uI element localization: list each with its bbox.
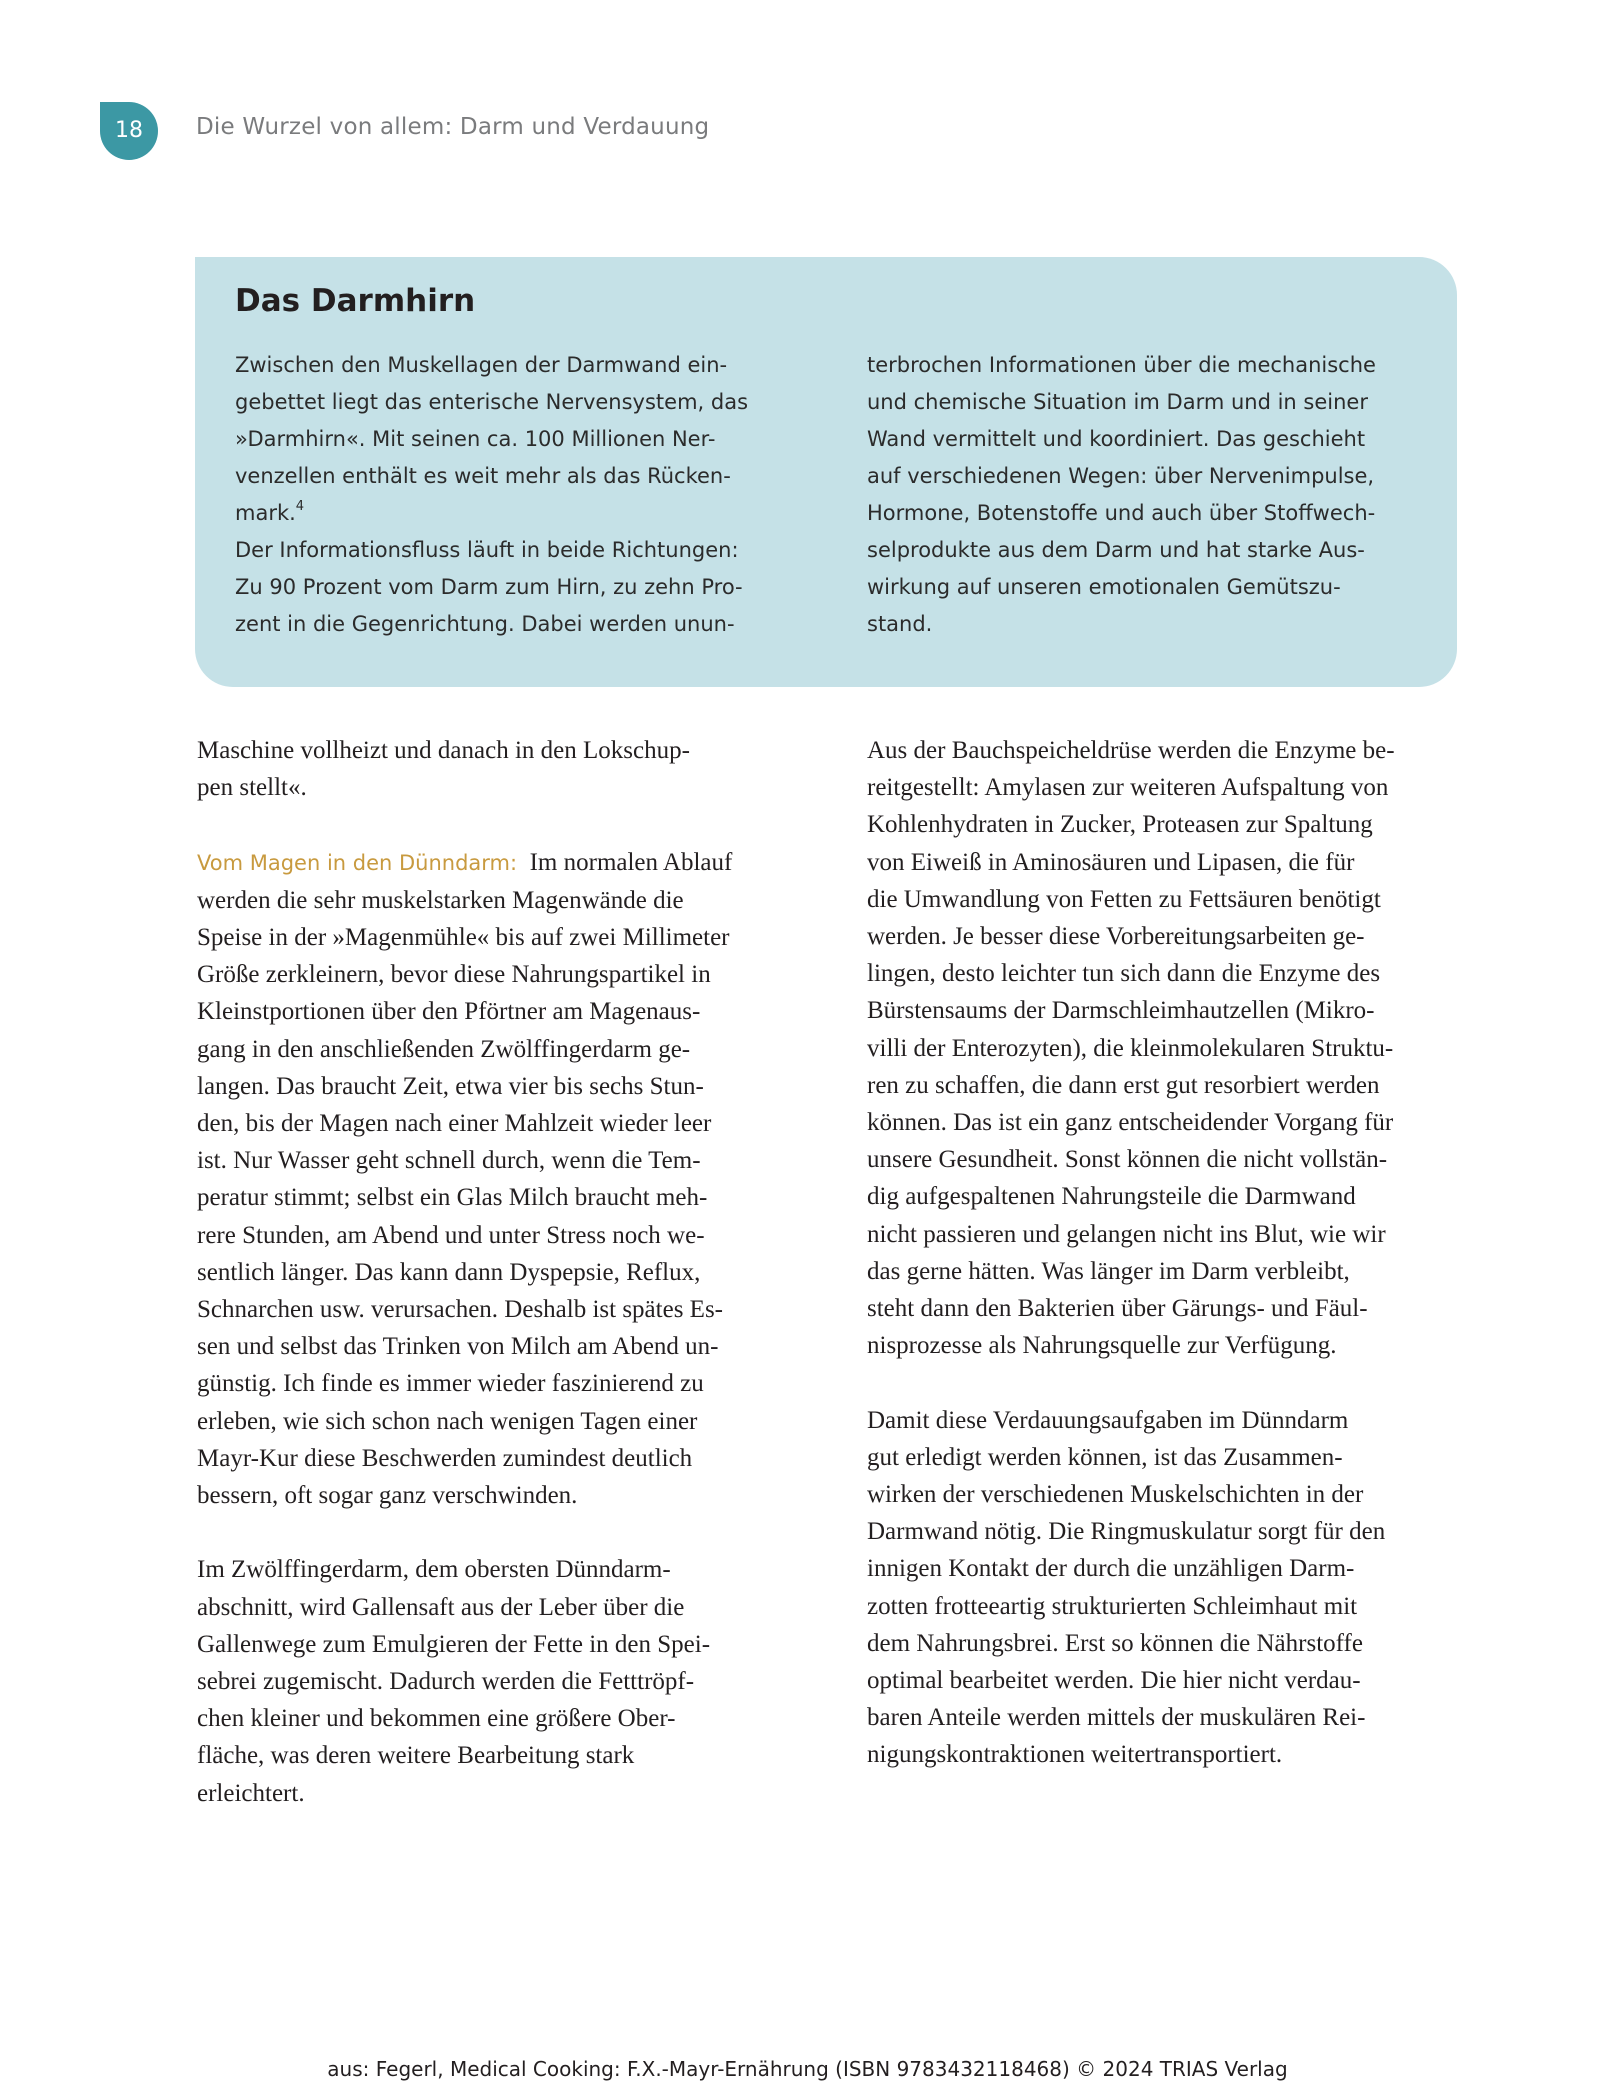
text-line: peratur stimmt; selbst ein Glas Milch braucht meh- xyxy=(197,1184,708,1212)
text-line-with-footnote xyxy=(235,495,775,532)
text-line: Wand vermittelt und koordiniert. Das geschieht xyxy=(867,427,1366,451)
info-box-right-column xyxy=(867,347,1407,643)
text-line: innigen Kontakt der durch die unzähligen Darm- xyxy=(867,1555,1355,1583)
body-right-column xyxy=(867,732,1467,1774)
text-fragment: mark. xyxy=(235,501,296,525)
text-line: sebrei zugemischt. Dadurch werden die Fetttröpf- xyxy=(197,1668,695,1696)
text-line: Im Zwölffingerdarm, dem obersten Dünndarm- xyxy=(197,1556,671,1584)
text-line: auf verschiedenen Wegen: über Nervenimpulse, xyxy=(867,464,1375,488)
paragraph-gap xyxy=(197,1514,797,1551)
text-line: und chemische Situation im Darm und in seiner xyxy=(867,390,1368,414)
text-line: erleichtert. xyxy=(197,1779,305,1807)
text-line: selprodukte aus dem Darm und hat starke Aus- xyxy=(867,538,1365,562)
text-line: gang in den anschließenden Zwölffingerdarm ge- xyxy=(197,1035,691,1063)
text-line: Aus der Bauchspeicheldrüse werden die Enzyme be- xyxy=(867,737,1395,764)
text-line: unsere Gesundheit. Sonst können die nicht vollstän- xyxy=(867,1146,1388,1174)
text-line: können. Das ist ein ganz entscheidender Vorgang für xyxy=(867,1109,1394,1137)
text-line: den, bis der Magen nach einer Mahlzeit wieder leer xyxy=(197,1110,712,1138)
text-line: reitgestellt: Amylasen zur weiteren Aufspaltung von xyxy=(867,774,1389,802)
text-line: gut erledigt werden können, ist das Zusammen- xyxy=(867,1443,1343,1471)
text-line: Mayr-Kur diese Beschwerden zumindest deutlich xyxy=(197,1444,693,1472)
info-box-left-column xyxy=(235,347,775,643)
text-line: »Darmhirn«. Mit seinen ca. 100 Millionen Ner- xyxy=(235,427,716,451)
text-line: langen. Das braucht Zeit, etwa vier bis sechs Stun- xyxy=(197,1072,704,1100)
text-line: Der Informationsfluss läuft in beide Richtungen: xyxy=(235,538,739,562)
paragraph-gap xyxy=(197,806,797,843)
text-line: villi der Enterozyten), die kleinmolekularen Struktu- xyxy=(867,1034,1394,1062)
text-line: sentlich länger. Das kann dann Dyspepsie, Reflux, xyxy=(197,1258,701,1286)
running-head: Die Wurzel von allem: Darm und Verdauung xyxy=(196,114,710,140)
text-line: Maschine vollheizt und danach in den Lokschup- xyxy=(197,737,690,764)
text-line: pen stellt«. xyxy=(197,774,307,802)
text-line: Darmwand nötig. Die Ringmuskulatur sorgt für den xyxy=(867,1518,1386,1546)
text-line: Damit diese Verdauungsaufgaben im Dünndarm xyxy=(867,1406,1349,1434)
source-footer: aus: Fegerl, Medical Cooking: F.X.-Mayr-Ernährung (ISBN 9783432118468) © 2024 TRIAS Verlag xyxy=(327,2057,1288,2081)
text-line: Größe zerkleinern, bevor diese Nahrungspartikel in xyxy=(197,961,711,989)
text-line: Gallenwege zum Emulgieren der Fette in den Spei- xyxy=(197,1630,711,1658)
text-line: bessern, oft sogar ganz verschwinden. xyxy=(197,1482,578,1510)
text-line: ren zu schaffen, die dann erst gut resorbiert werden xyxy=(867,1071,1380,1099)
info-box xyxy=(195,257,1457,687)
text-line: zotten frotteeartig strukturierten Schleimhaut mit xyxy=(867,1592,1358,1620)
info-box-title: Das Darmhirn xyxy=(235,283,476,319)
section-subheading: Vom Magen in den Dünndarm: xyxy=(197,850,518,875)
text-line: von Eiweiß in Aminosäuren und Lipasen, die für xyxy=(867,848,1355,876)
text-line: das gerne hätten. Was länger im Darm verbleibt, xyxy=(867,1257,1350,1285)
text-fragment: Im normalen Ablauf xyxy=(529,848,733,876)
text-line: chen kleiner und bekommen eine größere Ober- xyxy=(197,1705,676,1733)
body-left-column xyxy=(197,732,797,1812)
subheading-line xyxy=(197,844,797,882)
text-line: ist. Nur Wasser geht schnell durch, wenn die Tem- xyxy=(197,1147,701,1175)
text-line: stand. xyxy=(867,612,933,636)
footnote-reference: 4 xyxy=(295,499,305,514)
text-line: baren Anteile werden mittels der muskulären Rei- xyxy=(867,1704,1366,1732)
text-line: abschnitt, wird Gallensaft aus der Leber über die xyxy=(197,1593,685,1621)
text-line: Hormone, Botenstoffe und auch über Stoffwech- xyxy=(867,501,1376,525)
text-line: nisprozesse als Nahrungsquelle zur Verfügung. xyxy=(867,1332,1337,1360)
text-line: optimal bearbeitet werden. Die hier nicht verdau- xyxy=(867,1667,1361,1695)
text-line: werden. Je besser diese Vorbereitungsarbeiten ge- xyxy=(867,923,1365,951)
text-line: nicht passieren und gelangen nicht ins Blut, wie wir xyxy=(867,1220,1386,1248)
text-line: zent in die Gegenrichtung. Dabei werden unun- xyxy=(235,612,735,636)
paragraph-gap xyxy=(867,1364,1467,1401)
text-line: dem Nahrungsbrei. Erst so können die Nährstoffe xyxy=(867,1629,1363,1657)
text-line: dig aufgespaltenen Nahrungsteile die Darmwand xyxy=(867,1183,1356,1211)
text-line: wirken der verschiedenen Muskelschichten in der xyxy=(867,1481,1364,1509)
text-line: werden die sehr muskelstarken Magenwände die xyxy=(197,886,684,914)
text-line: terbrochen Informationen über die mechanische xyxy=(867,353,1376,377)
text-line: venzellen enthält es weit mehr als das Rücken- xyxy=(235,464,731,488)
text-line: wirkung auf unseren emotionalen Gemütszu- xyxy=(867,575,1341,599)
text-line: Kohlenhydraten in Zucker, Proteasen zur Spaltung xyxy=(867,811,1373,839)
text-line: steht dann den Bakterien über Gärungs- und Fäul- xyxy=(867,1295,1368,1323)
text-line: Bürstensaums der Darmschleimhautzellen (Mikro- xyxy=(867,997,1375,1025)
text-line: sen und selbst das Trinken von Milch am Abend un- xyxy=(197,1333,719,1361)
text-line: gebettet liegt das enterische Nervensystem, das xyxy=(235,390,749,414)
text-line: günstig. Ich finde es immer wieder faszinierend zu xyxy=(197,1370,704,1398)
text-line: Zu 90 Prozent vom Darm zum Hirn, zu zehn Pro- xyxy=(235,575,743,599)
text-line: Zwischen den Muskellagen der Darmwand ein- xyxy=(235,353,728,377)
text-line: nigungskontraktionen weitertransportiert. xyxy=(867,1741,1283,1769)
text-line: rere Stunden, am Abend und unter Stress noch we- xyxy=(197,1221,705,1249)
text-line: Speise in der »Magenmühle« bis auf zwei Millimeter xyxy=(197,924,730,951)
text-line: Kleinstportionen über den Pförtner am Magenaus- xyxy=(197,998,701,1026)
text-line: fläche, was deren weitere Bearbeitung stark xyxy=(197,1742,635,1770)
text-line: Schnarchen usw. verursachen. Deshalb ist spätes Es- xyxy=(197,1296,724,1324)
text-line: lingen, desto leichter tun sich dann die Enzyme des xyxy=(867,960,1381,988)
text-line: die Umwandlung von Fetten zu Fettsäuren benötigt xyxy=(867,885,1381,913)
text-line: erleben, wie sich schon nach wenigen Tagen einer xyxy=(197,1407,698,1435)
page-number-badge: 18 xyxy=(100,102,158,160)
page-header xyxy=(100,102,1000,160)
